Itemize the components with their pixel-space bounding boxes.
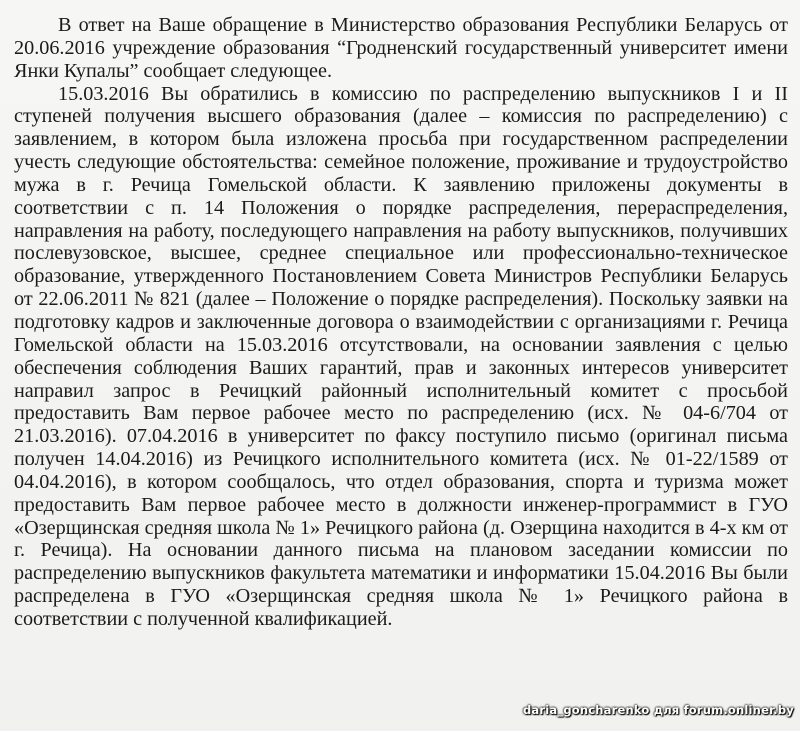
- forum-watermark: daria_goncharenko для forum.onliner.by: [523, 703, 794, 717]
- letter-body: [14, 14, 788, 631]
- letter-paragraph-intro: В ответ на Ваше обращение в Министерство образования Республики Беларусь от 20.06.2016 учреждение образования “Гродненский государственный университет имени Янки Купалы” сообщает следующее.: [14, 14, 788, 82]
- letter-paragraph-main: 15.03.2016 Вы обратились в комиссию по распределению выпускников I и II ступеней получения высшего образования (далее – комиссия по распределению) с заявлением, в котором была изложена просьба при государственном распределении учесть следующие обстоятельства: семейное положение, проживание и трудоустройство мужа в г. Речица Гомельской области. К заявлению приложены документы в соответствии с п. 14 Положения о порядке распределения, перераспределения, направления на работу, последующего направления на работу выпускников, получивших послевузовское, высшее, среднее специальное или профессионально-техническое образование, утвержденного Постановлением Совета Министров Республики Беларусь от 22.06.2011 № 821 (далее – Положение о порядке распределения). Поскольку заявки на подготовку кадров и заключенные договора о взаимодействии с организациями г. Речица Гомельской области на 15.03.2016 отсутствовали, на основании заявления с целью обеспечения соблюдения Ваших гарантий, прав и законных интересов университет направил запрос в Речицкий районный исполнительный комитет с просьбой предоставить Вам первое рабочее место по распределению (исх. № 04-6/704 от 21.03.2016). 07.04.2016 в университет по факсу поступило письмо (оригинал письма получен 14.04.2016) из Речицкого исполнительного комитета (исх. № 01-22/1589 от 04.04.2016), в котором сообщалось, что отдел образования, спорта и туризма может предоставить Вам первое рабочее место в должности инженер-программист в ГУО «Озерщинская средняя школа № 1» Речицкого района (д. Озерщина находится в 4-х км от г. Речица). На основании данного письма на плановом заседании комиссии по распределению выпускников факультета математики и информатики 15.04.2016 Вы были распределена в ГУО «Озерщинская средняя школа № 1» Речицкого района в соответствии с полученной квалификацией.: [14, 82, 788, 630]
